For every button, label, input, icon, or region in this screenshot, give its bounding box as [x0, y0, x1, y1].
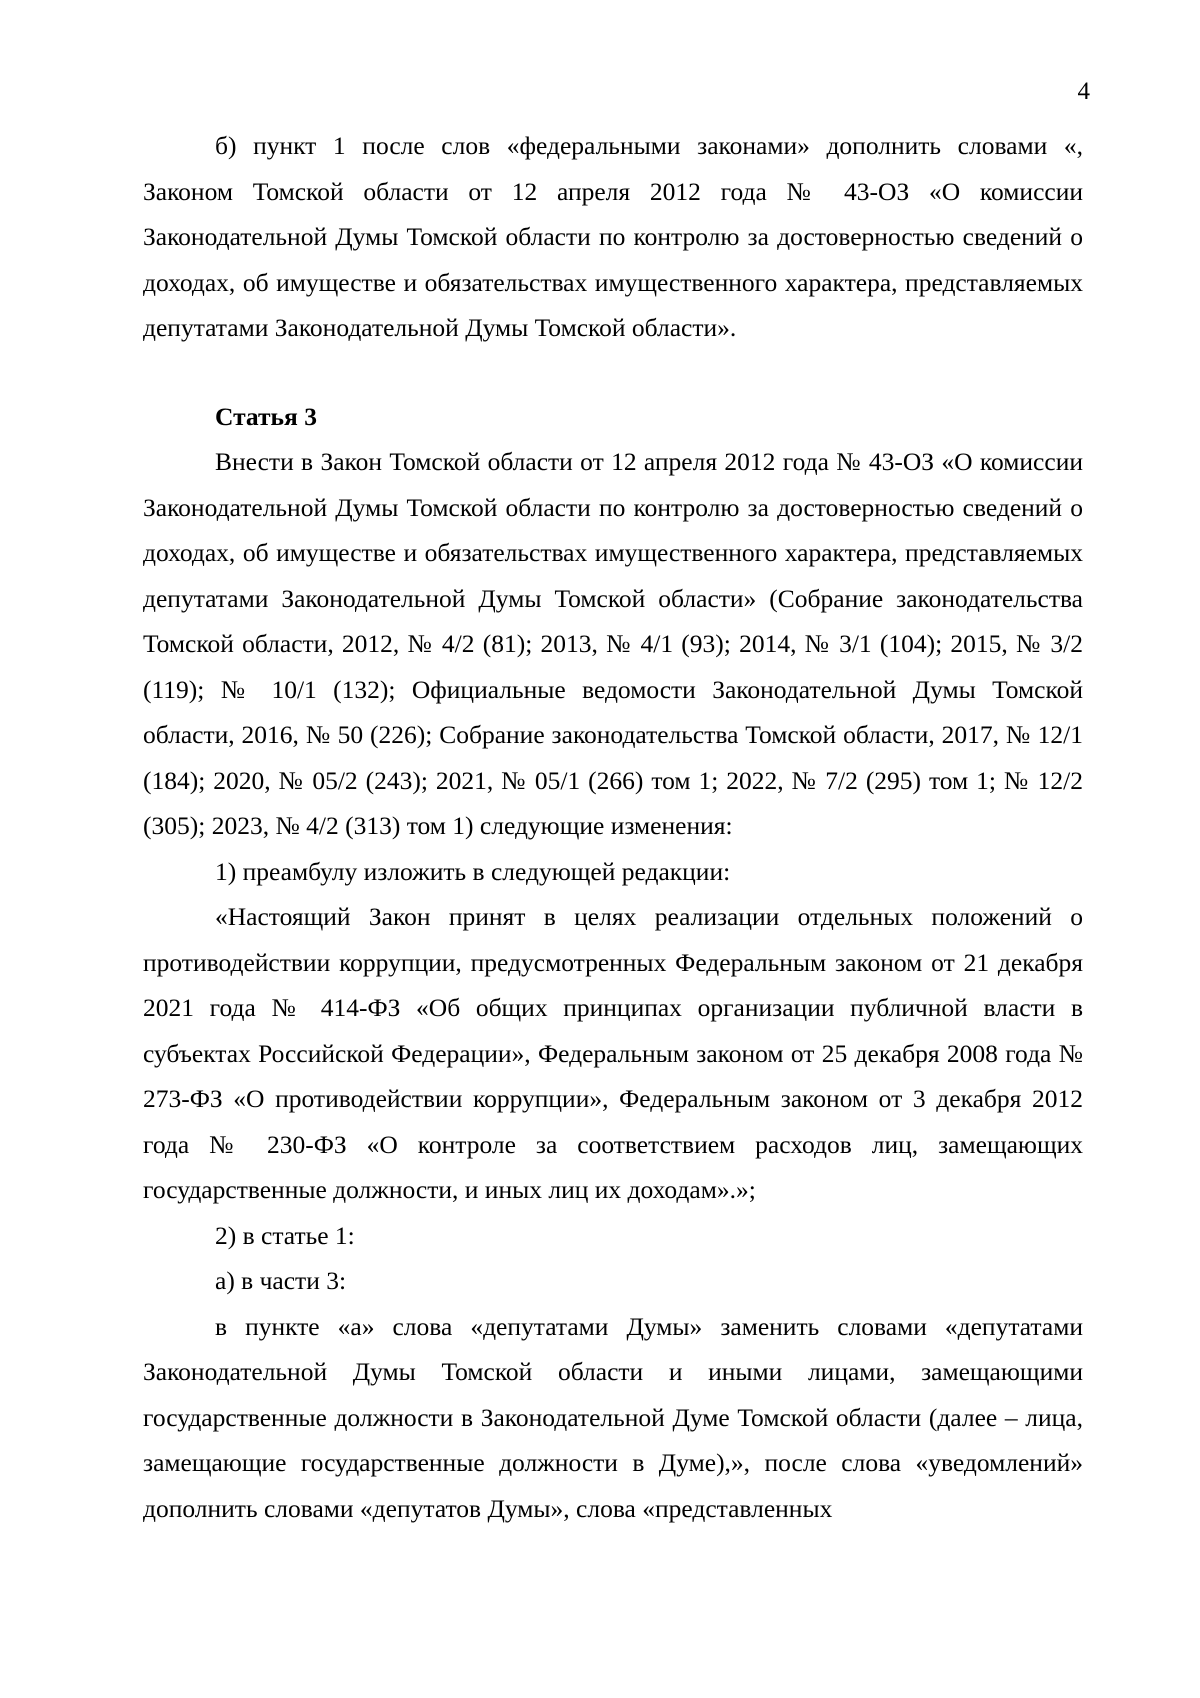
page-number: 4 [1077, 78, 1090, 105]
paragraph-point-a-change: в пункте «а» слова «депутатами Думы» заменить словами «депутатами Законодательной Думы Томской области и иными лицами, замещающими государственные должности в Законодательной Думе Томской области (далее – лица, замещающие государственные должности в Думе),», после слова «уведомлений» дополнить словами «депутатов Думы», слова «представленных [143, 1311, 1083, 1523]
paragraph-item-1: 1) преамбулу изложить в следующей редакции: [215, 856, 731, 886]
paragraph-amendment-b: б) пункт 1 после слов «федеральными законами» дополнить словами «, Законом Томской области от 12 апреля 2012 года № 43-ОЗ «О комиссии Законодательной Думы Томской области по контролю за достоверностью сведений о доходах, об имуществе и обязательствах имущественного характера, представляемых депутатами Законодательной Думы Томской области». [143, 131, 1083, 342]
document-body [143, 123, 1083, 1531]
paragraph-preamble-text: «Настоящий Закон принят в целях реализации отдельных положений о противодействии коррупции, предусмотренных Федеральным законом от 21 декабря 2021 года № 414-ФЗ «Об общих принципах организации публичной власти в субъектах Российской Федерации», Федеральным законом от 25 декабря 2008 года № 273-ФЗ «О противодействии коррупции», Федеральным законом от 3 декабря 2012 года № 230-ФЗ «О контроле за соответствием расходов лиц, замещающих государственные должности, и иных лиц их доходам».»; [143, 902, 1083, 1204]
paragraph-subitem-a: а) в части 3: [215, 1266, 347, 1295]
paragraph-item-2: 2) в статье 1: [215, 1220, 355, 1250]
article-heading: Статья 3 [215, 401, 317, 431]
paragraph-article-intro: Внести в Закон Томской области от 12 апреля 2012 года № 43-ОЗ «О комиссии Законодательной Думы Томской области по контролю за достоверностью сведений о доходах, об имуществе и обязательствах имущественного характера, представляемых депутатами Законодательной Думы Томской области» (Собрание законодательства Томской области, 2012, № 4/2 (81); 2013, № 4/1 (93); 2014, № 3/1 (104); 2015, № 3/2 (119); № 10/1 (132); Официальные ведомости Законодательной Думы Томской области, 2016, № 50 (226); Собрание законодательства Томской области, 2017, № 12/1 (184); 2020, № 05/2 (243); 2021, № 05/1 (266) том 1; 2022, № 7/2 (295) том 1; № 12/2 (305); 2023, № 4/2 (313) том 1) следующие изменения: [143, 447, 1083, 840]
